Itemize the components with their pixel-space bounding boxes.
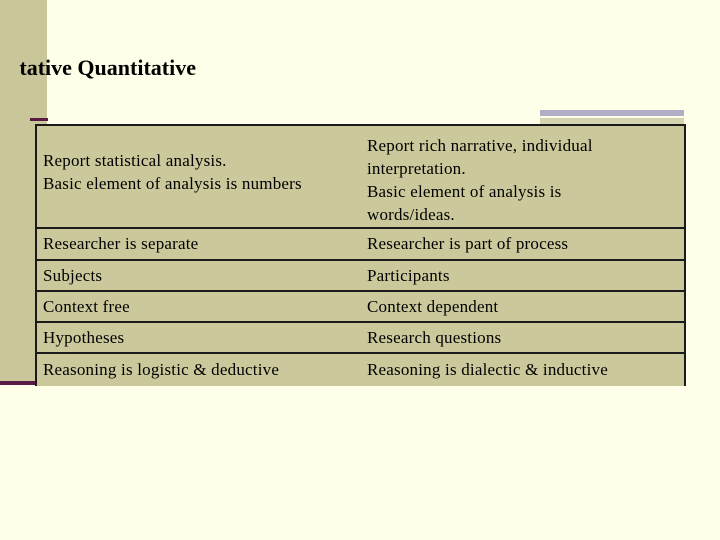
header-right-line-2: interpretation. <box>367 159 466 178</box>
header-right-line-4: words/ideas. <box>367 205 455 224</box>
row-cell-left: Subjects <box>43 266 103 285</box>
row-cell-right: Participants <box>367 266 450 285</box>
header-cell-quantitative <box>37 126 361 227</box>
table-row <box>37 261 684 290</box>
slide-title <box>0 55 300 85</box>
row-cell-right: Reasoning is dialectic & inductive <box>367 360 608 379</box>
comparison-table <box>35 124 686 386</box>
title-rule-left <box>30 118 48 121</box>
header-left-line-2: Basic element of analysis is numbers <box>43 174 302 193</box>
table-row <box>37 354 684 386</box>
header-right-line-3: Basic element of analysis is <box>367 182 562 201</box>
header-cell-qualitative <box>361 126 684 227</box>
row-cell-left: Reasoning is logistic & deductive <box>43 360 280 379</box>
title-rule-right <box>540 110 684 124</box>
row-cell-right: Context dependent <box>367 297 499 316</box>
row-cell-left: Researcher is separate <box>43 234 199 253</box>
row-cell-right: Research questions <box>367 328 502 347</box>
row-cell-right: Researcher is part of process <box>367 234 569 253</box>
table-row <box>37 229 684 259</box>
header-right-line-1: Report rich narrative, individual <box>367 136 593 155</box>
row-cell-left: Context free <box>43 297 130 316</box>
row-cell-left: Hypotheses <box>43 328 125 347</box>
table-row <box>37 323 684 352</box>
slide-title-text: tative Quantitative <box>19 55 196 80</box>
table-header-row <box>37 126 684 227</box>
table-row <box>37 292 684 321</box>
header-left-line-1: Report statistical analysis. <box>43 151 227 170</box>
